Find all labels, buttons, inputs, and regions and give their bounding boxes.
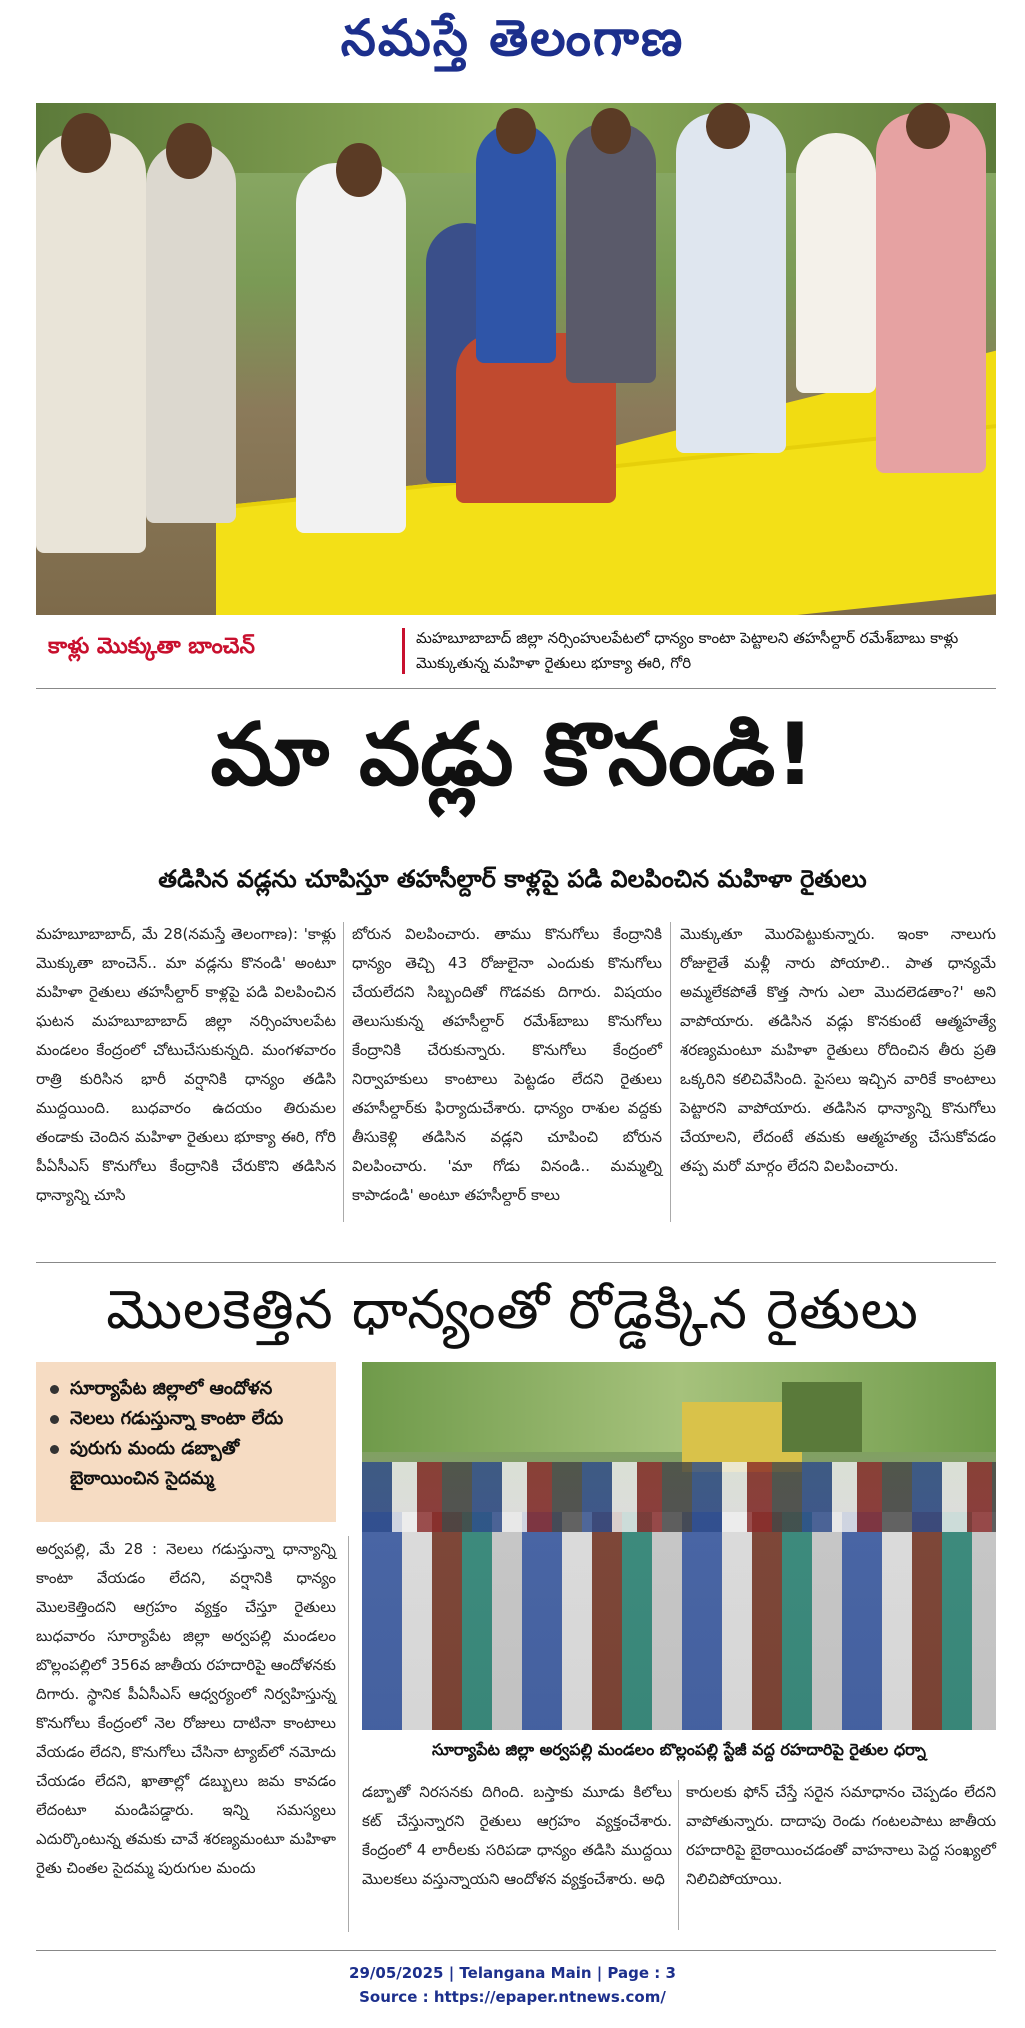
- footer-source-link[interactable]: Source : https://epaper.ntnews.com/: [359, 1988, 666, 2006]
- column-divider: [670, 922, 671, 1222]
- road-protest-photo: [362, 1362, 996, 1730]
- photo-caption-row: [36, 624, 996, 680]
- article2-column-3: కారులకు ఫోన్ చేస్తే సరైన సమాధానం చెప్పడం లేదని వాపోతున్నారు. దాదాపు రెండు గంటలపాటు జాతీయ రహదారిపై బైఠాయించడంతో వాహనాలు పెద్ద సంఖ్యలో నిలిచిపోయాయి.: [686, 1783, 996, 1888]
- highlight-item: పురుగు మందు డబ్బాతో బైఠాయించిన సైదమ్మ: [50, 1434, 322, 1494]
- column-divider: [343, 922, 344, 1222]
- subheadline: తడిసిన వడ్లను చూపిస్తూ తహసీల్దార్ కాళ్లపై పడి విలపించిన మహిళా రైతులు: [158, 865, 867, 893]
- farmers-tarp-photo: [36, 103, 996, 615]
- divider: [36, 1950, 996, 1951]
- highlights-box: [36, 1362, 336, 1522]
- protest-photo-caption: సూర్యాపేట జిల్లా అర్వపల్లి మండలం బొల్లంపల్లి స్టేజీ వద్ద రహదారిపై రైతుల ధర్నా: [432, 1740, 926, 1759]
- highlight-item: సూర్యాపేట జిల్లాలో ఆందోళన: [50, 1374, 322, 1404]
- article2-column-1: అర్వపల్లి, మే 28 : నెలలు గడుస్తున్నా ధాన్యాన్ని కాంటా వేయడం లేదని, వర్షానికి ధాన్యం మొలకెత్తిందని ఆగ్రహం వ్యక్తం చేస్తూ రైతులు బుధవారం సూర్యాపేట జిల్లా అర్వపల్లి మండలం బొల్లంపల్లిలో 356వ జాతీయ రహదారిపై ఆందోళనకు దిగారు. స్థానిక పీఏసీఎస్ ఆధ్వర్యంలో నిర్వహిస్తున్న కొనుగోలు కేంద్రంలో నెల రోజులు దాటినా కాంటాలు వేయడం లేదని, కొనుగోలు చేసినా ట్యాబ్‌లో నమోదు చేయడం లేదని, ఖాతాల్లో డబ్బులు జమ కావడం లేదంటూ మండిపడ్డారు. ఇన్ని సమస్యలు ఎదుర్కొంటున్న తమకు చావే శరణ్యమంటూ మహిళా రైతు చింతల సైదమ్మ పురుగుల మందు: [36, 1540, 336, 1877]
- article2-column-2: డబ్బాతో నిరసనకు దిగింది. బస్తాకు మూడు కిలోలు కట్ చేస్తున్నారని రైతులు ఆగ్రహం వ్యక్తంచేశారు. కేంద్రంలో 4 లారీలకు సరిపడా ధాన్యం తడిసి ముద్దయి మొలకలు వస్తున్నాయని ఆందోళన వ్యక్తంచేశారు. అధి: [362, 1783, 672, 1888]
- article-column-3: మొక్కుతూ మొరపెట్టుకున్నారు. ఇంకా నాలుగు రోజులైతే మళ్లీ నారు పోయాలి.. పాత ధాన్యమే అమ్మలేకపోతే కొత్త సాగు ఎలా మొదలెడతాం?' అని వాపోయారు. తడిసిన వడ్లు కొనకుంటే ఆత్మహత్యే శరణ్యమంటూ మహిళా రైతులు రోదించిన తీరు ప్రతి ఒక్కరిని కలిచివేసింది. పైసలు ఇచ్చిన వారికే కాంటాలు పెట్టారని వాపోయారు. తడిసిన ధాన్యాన్ని కొనుగోలు చేయాలని, లేదంటే తమకు ఆత్మహత్య చేసుకోవడం తప్ప మరో మార్గం లేదని విలపించారు.: [680, 925, 996, 1175]
- masthead-logo: నమస్తే తెలంగాణ: [340, 8, 685, 67]
- divider: [36, 1262, 996, 1263]
- column-divider: [348, 1536, 349, 1932]
- second-headline: మొలకెత్తిన ధాన్యంతో రోడ్డెక్కిన రైతులు: [106, 1278, 919, 1341]
- footer-edition: 29/05/2025 | Telangana Main | Page : 3: [349, 1964, 676, 1982]
- highlight-item: నెలలు గడుస్తున్నా కాంటా లేదు: [50, 1404, 322, 1434]
- column-divider: [678, 1780, 679, 1930]
- divider: [36, 688, 996, 689]
- photo-kicker: కాళ్లు మొక్కుతా బాంచెన్: [48, 634, 255, 659]
- article-column-1: మహబూబాబాద్, మే 28(నమస్తే తెలంగాణ): 'కాళ్లు మొక్కుతా బాంచెన్.. మా వడ్లను కొనండి' అంటూ మహిళా రైతులు తహసీల్దార్ కాళ్లపై పడి విలపించిన ఘటన మహబూబాబాద్ జిల్లా నర్సింహులపేట మండలం కేంద్రంలో చోటుచేసుకున్నది. మంగళవారం రాత్రి కురిసిన భారీ వర్షానికి ధాన్యం తడిసి ముద్దయింది. బుధవారం ఉదయం తిరుమల తండాకు చెందిన మహిళా రైతులు భూక్యా ఈరి, గోరి పీఏసీఎస్ కొనుగోలు కేంద్రానికి చేరుకొని తడిసిన ధాన్యాన్ని చూసి: [36, 925, 336, 1204]
- article-column-2: బోరున విలపించారు. తాము కొనుగోలు కేంద్రానికి ధాన్యం తెచ్చి 43 రోజులైనా ఎందుకు కొనుగోలు చేయలేదని సిబ్బందితో గొడవకు దిగారు. విషయం తెలుసుకున్న తహసీల్దార్ రమేశ్‌బాబు కొనుగోలు కేంద్రానికి చేరుకున్నారు. కొనుగోలు కేంద్రంలో నిర్వాహకులు కాంటాలు పెట్టడం లేదని రైతులు తహసీల్దార్‌కు ఫిర్యాదుచేశారు. ధాన్యం రాశుల వద్దకు తీసుకెళ్లి తడిసిన వడ్లని చూపించి బోరున విలపించారు. 'మా గోడు వినండి.. మమ్మల్ని కాపాడండి' అంటూ తహసీల్దార్ కాలు: [352, 925, 662, 1204]
- photo-caption: మహబూబాబాద్ జిల్లా నర్సింహులపేటలో ధాన్యం కాంటా పెట్టాలని తహసీల్దార్ రమేశ్‌బాబు కాళ్లు మొక్కుతున్న మహిళా రైతులు భూక్యా ఈరి, గోరి: [416, 629, 959, 672]
- main-headline: మా వడ్లు కొనండి!: [210, 705, 815, 805]
- kicker-divider: [402, 628, 405, 674]
